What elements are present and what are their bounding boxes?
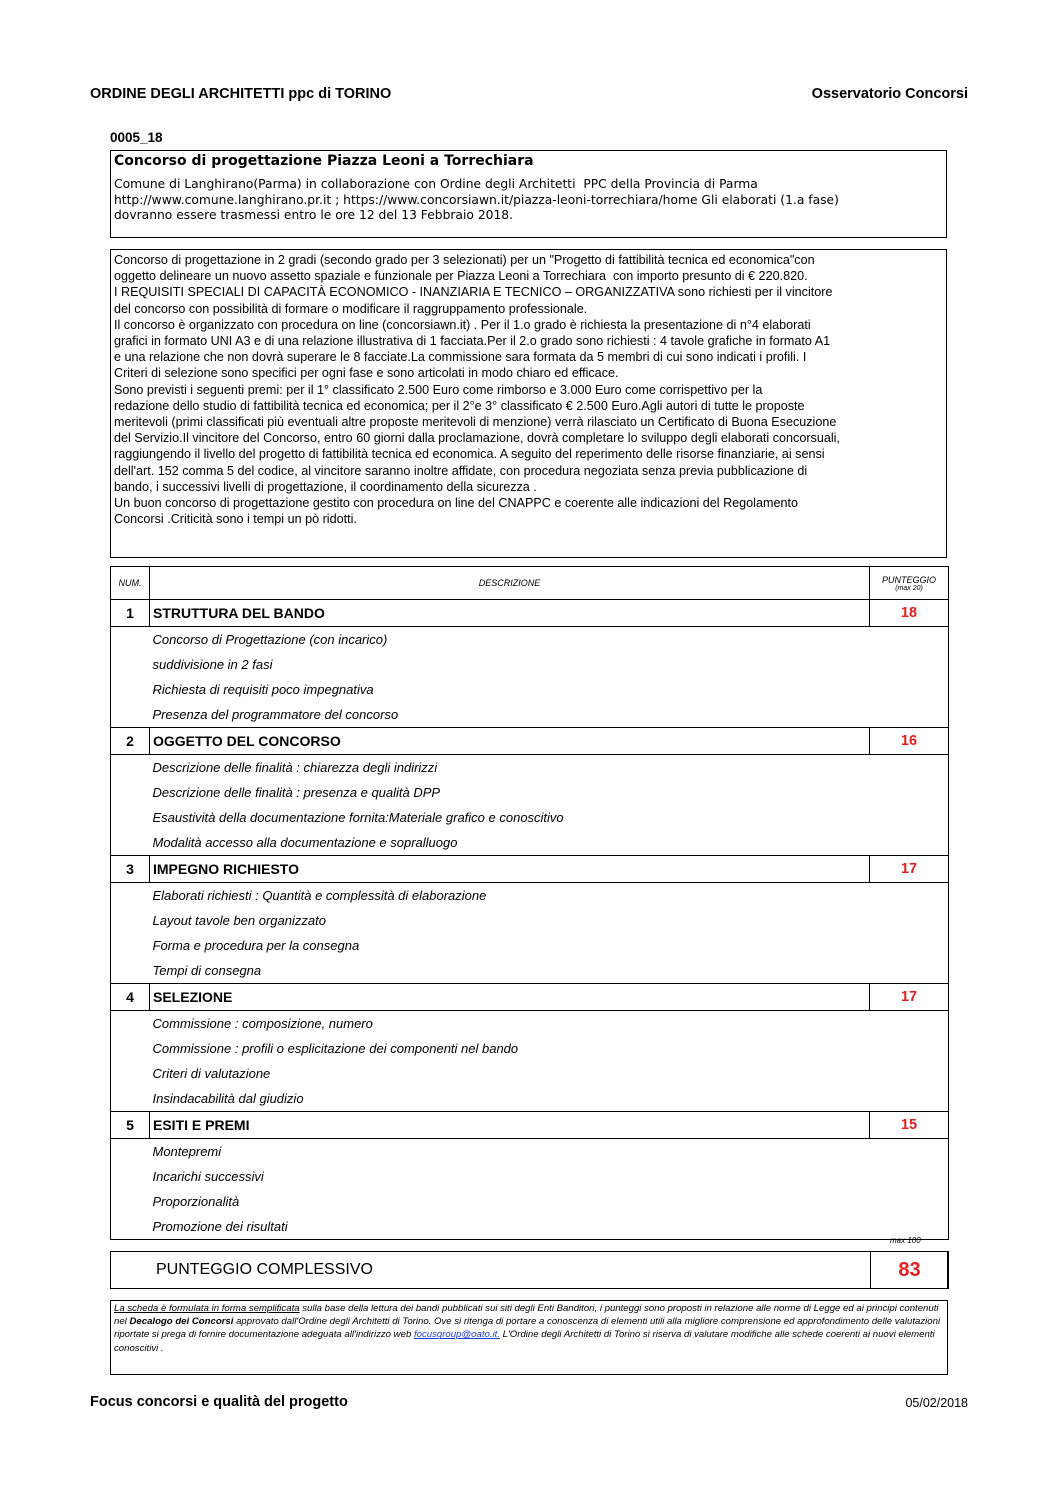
criterion-score-cell: [870, 652, 949, 677]
total-score-box: [110, 1251, 948, 1289]
criterion-label: Promozione dei risultati: [150, 1214, 870, 1240]
criterion-row: [111, 1036, 949, 1061]
criterion-num-cell: [111, 1214, 150, 1240]
section-title: SELEZIONE: [150, 984, 870, 1011]
total-score-label: PUNTEGGIO COMPLESSIVO: [156, 1261, 373, 1278]
criterion-row: [111, 1086, 949, 1112]
competition-info-box: [110, 150, 947, 238]
section-score: 17: [870, 984, 949, 1011]
criterion-score-cell: [870, 1036, 949, 1061]
col-num-header: NUM.: [111, 567, 150, 600]
criterion-row: [111, 805, 949, 830]
criterion-label: Descrizione delle finalità : presenza e qualità DPP: [152, 785, 441, 800]
criterion-score-cell: [870, 1011, 949, 1037]
criterion-label: Layout tavole ben organizzato: [152, 913, 326, 928]
section-number: 3: [111, 856, 150, 883]
criterion-num-cell: [111, 1164, 150, 1189]
section-title: OGGETTO DEL CONCORSO: [150, 728, 870, 755]
criterion-label: Descrizione delle finalità : chiarezza degli indirizzi: [152, 760, 438, 775]
criterion-num-cell: [111, 1011, 150, 1037]
criterion-num-cell: [111, 1086, 150, 1112]
criterion-score-cell: [870, 780, 949, 805]
criterion-row: [111, 883, 949, 909]
competition-details: Comune di Langhirano(Parma) in collaborazione con Ordine degli Architetti PPC della Provincia di Parma http://www.comune.langhirano.pr.it ; https://www.concorsiawn.it/piazza-leoni-torrechiara/home Gli elaborati (1.a fase) dovranno essere trasmessi entro le ore 12 del 13 Febbraio 2018.: [114, 177, 839, 222]
criterion-label: Incarichi successivi: [152, 1169, 264, 1184]
criterion-num-cell: [111, 677, 150, 702]
criterion-num-cell: [111, 933, 150, 958]
criterion-score-cell: [870, 1139, 949, 1165]
criterion-score-cell: [870, 755, 949, 781]
section-number: 5: [111, 1112, 150, 1139]
criterion-num-cell: [111, 1036, 150, 1061]
section-row: [111, 1112, 949, 1139]
criterion-row: [111, 1214, 949, 1240]
criterion-label: Proporzionalità: [152, 1194, 240, 1209]
criterion-num-cell: [111, 652, 150, 677]
criterion-score-cell: [870, 677, 949, 702]
table-header-row: [111, 567, 949, 600]
criterion-row: [111, 1164, 949, 1189]
criterion-label: Richiesta di requisiti poco impegnativa: [152, 682, 374, 697]
section-row: [111, 600, 949, 627]
section-score: 16: [870, 728, 949, 755]
criterion-row: [111, 1189, 949, 1214]
criterion-label: Modalità accesso alla documentazione e sopralluogo: [150, 830, 870, 856]
criterion-label: Elaborati richiesti : Quantità e complessità di elaborazione: [152, 888, 487, 903]
criterion-row: [111, 755, 949, 781]
section-title: STRUTTURA DEL BANDO: [150, 600, 870, 627]
criterion-label: Tempi di consegna: [150, 958, 870, 984]
criterion-row: [111, 652, 949, 677]
focusgroup-email-link[interactable]: focusgroup@oato.it.: [413, 1329, 500, 1341]
criterion-score-cell: [870, 1164, 949, 1189]
col-score-max: (max 20): [895, 584, 923, 592]
criterion-score-cell: [870, 627, 949, 653]
criterion-row: [111, 677, 949, 702]
header-organization: ORDINE DEGLI ARCHITETTI ppc di TORINO: [90, 86, 392, 102]
criterion-label: Presenza del programmatore del concorso: [150, 702, 870, 728]
criterion-score-cell: [870, 805, 949, 830]
criterion-row: [111, 1011, 949, 1037]
criterion-row: [111, 958, 949, 984]
col-description-header: DESCRIZIONE: [150, 567, 870, 600]
criterion-num-cell: [111, 805, 150, 830]
criterion-label: Montepremi: [152, 1144, 222, 1159]
criterion-num-cell: [111, 1061, 150, 1086]
section-title: ESITI E PREMI: [150, 1112, 870, 1139]
criterion-label: suddivisione in 2 fasi: [152, 657, 273, 672]
criterion-row: [111, 1061, 949, 1086]
criterion-label: Commissione : composizione, numero: [152, 1016, 373, 1031]
total-score-value: 83: [870, 1251, 949, 1289]
criterion-score-cell: [870, 702, 949, 728]
section-number: 2: [111, 728, 150, 755]
disclaimer-note: [110, 1300, 948, 1375]
criterion-row: [111, 702, 949, 728]
section-score: 17: [870, 856, 949, 883]
criterion-label: Forma e procedura per la consegna: [152, 938, 360, 953]
note-text-1: sulla base della lettura dei bandi pubblicati sui siti degli Enti Banditori, i punteggi sono proposti in relazione alle norme di Legge ed ai principi contenuti nel: [114, 1303, 939, 1328]
criterion-label: Concorso di Progettazione (con incarico): [152, 632, 388, 647]
criterion-score-cell: [870, 1189, 949, 1214]
criterion-score-cell: [870, 1061, 949, 1086]
criterion-score-cell: [870, 958, 949, 984]
section-title: IMPEGNO RICHIESTO: [150, 856, 870, 883]
criterion-label: Criteri di valutazione: [152, 1066, 271, 1081]
criterion-label: Insindacabilità dal giudizio: [150, 1086, 870, 1112]
section-row: [111, 728, 949, 755]
footer-title: Focus concorsi e qualità del progetto: [90, 1394, 348, 1410]
section-number: 1: [111, 600, 150, 627]
section-row: [111, 984, 949, 1011]
criterion-num-cell: [111, 908, 150, 933]
criterion-score-cell: [870, 1086, 949, 1112]
section-number: 4: [111, 984, 150, 1011]
criterion-row: [111, 627, 949, 653]
criterion-num-cell: [111, 780, 150, 805]
section-row: [111, 856, 949, 883]
note-text-3: L'Ordine degli Architetti di Torino si riserva di valutare modifiche alle schede coerenti ai nuovi elementi conoscitivi .: [114, 1329, 935, 1354]
criterion-num-cell: [111, 627, 150, 653]
criterion-num-cell: [111, 830, 150, 856]
criterion-score-cell: [870, 883, 949, 909]
record-code: 0005_18: [110, 130, 163, 145]
criterion-score-cell: [870, 933, 949, 958]
criterion-num-cell: [111, 702, 150, 728]
criterion-score-cell: [870, 830, 949, 856]
criterion-num-cell: [111, 958, 150, 984]
criterion-score-cell: [870, 908, 949, 933]
criterion-row: [111, 908, 949, 933]
score-table: [110, 566, 949, 1240]
note-decalogo: Decalogo dei Concorsi: [129, 1316, 234, 1328]
criterion-num-cell: [111, 755, 150, 781]
note-underlined: La scheda è formulata in forma semplificata: [114, 1303, 300, 1314]
criterion-num-cell: [111, 883, 150, 909]
criterion-row: [111, 1139, 949, 1165]
competition-description: Concorso di progettazione in 2 gradi (secondo grado per 3 selezionati) per un "Progetto di fattibilità tecnica ed economica"con oggetto delineare un nuovo assetto spaziale e funzionale per Piazza Leoni a Torrechiara con importo presunto di € 220.820. I REQUISITI SPECIALI DI CAPACITÀ ECONOMICO - INANZIARIA E TECNICO – ORGANIZZATIVA sono richiesti per il vincitore del concorso con possibilità di formare o modificare il raggruppamento professionale. Il concorso è organizzato con procedura on line (concorsiawn.it) . Per il 1.o grado è richiesta la presentazione di n°4 elaborati grafici in formato UNI A3 e di una relazione illustrativa di 1 facciata.Per il 2.o grado sono richiesti : 4 tavole grafiche in formato A1 e una relazione che non dovrà superare le 8 facciate.La commissione sara formata da 5 membri di cui sono indicati i profili. I Criteri di selezione sono specifici per ogni fase e sono articolati in modo chiaro ed efficace. Sono previsti i seguenti premi: per il 1° classificato 2.500 Euro come rimborso e 3.000 Euro come corrispettivo per la redazione dello studio di fattibilità tecnica ed economica; per il 2°e 3° classificato € 2.500 Euro.Agli autori di tutte le proposte meritevoli (primi classificati più eventuali altre proposte meritevoli di menzione) verrà rilasciato un Certificato di Buona Esecuzione del Servizio.Il vincitore del Concorso, entro 60 giorni dalla proclamazione, dovrà completare lo sviluppo degli elaborati concorsuali, raggiungendo il livello del progetto di fattibilità tecnica ed economica. A seguito del reperimento delle risorse finanziarie, ai sensi dell'art. 152 comma 5 del codice, al vincitore saranno inoltre affidate, con procedura negoziata senza previa pubblicazione di bando, i successivi livelli di progettazione, il coordinamento della sicurezza . Un buon concorso di progettazione gestito con procedura on line del CNAPPC e coerente alle indicazioni del Regolamento Concorsi .Criticità sono i tempi un pò ridotti.: [110, 249, 947, 558]
section-score: 18: [870, 600, 949, 627]
criterion-row: [111, 780, 949, 805]
criterion-label: Commissione : profili o esplicitazione dei componenti nel bando: [152, 1041, 519, 1056]
criterion-row: [111, 933, 949, 958]
criterion-label: Esaustività della documentazione fornita:Materiale grafico e conoscitivo: [152, 810, 564, 825]
competition-title: Concorso di progettazione Piazza Leoni a Torrechiara: [114, 153, 534, 169]
max-total-label: max 100: [890, 1236, 921, 1245]
footer-date: 05/02/2018: [905, 1396, 968, 1410]
col-score-header: [870, 567, 949, 600]
note-text-2: approvato dall'Ordine degli Architetti di Torino. Ove si ritenga di portare a conoscenza di elementi utili alla migliore comprensione ed approfondimento delle valutazioni riportate si prega di fornire documentazione adeguata all'indirizzo web: [114, 1316, 941, 1341]
col-score-title: PUNTEGGIO: [881, 574, 936, 585]
section-score: 15: [870, 1112, 949, 1139]
criterion-num-cell: [111, 1189, 150, 1214]
header-section: Osservatorio Concorsi: [811, 86, 968, 102]
criterion-num-cell: [111, 1139, 150, 1165]
criterion-row: [111, 830, 949, 856]
